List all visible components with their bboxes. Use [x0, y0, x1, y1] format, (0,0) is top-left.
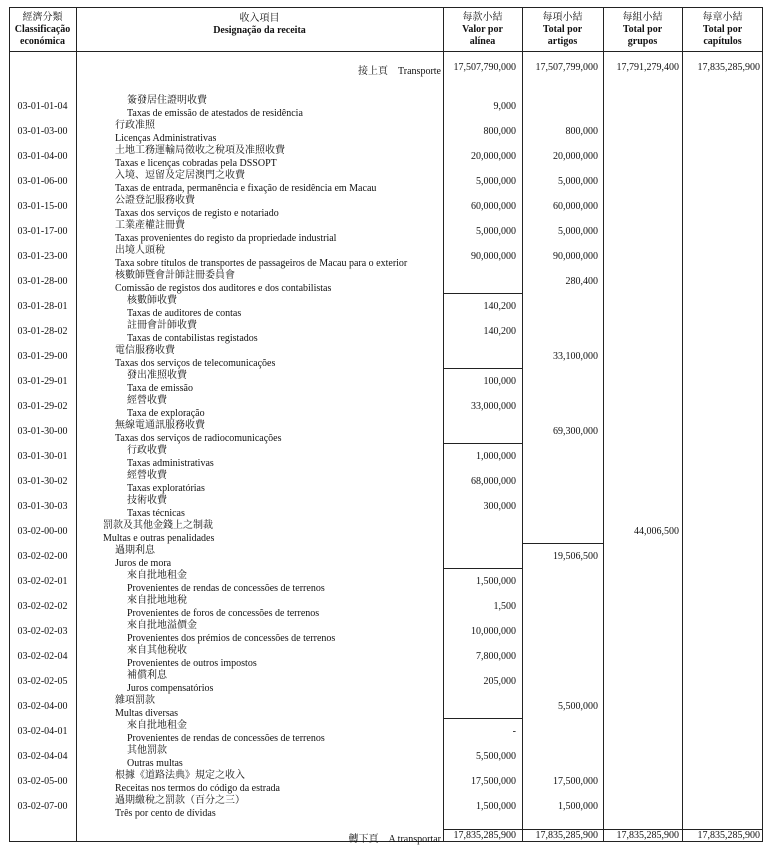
value-col2: 90,000,000 [553, 251, 598, 262]
carry-label-zh: 轉下頁 [348, 834, 379, 845]
designation [76, 495, 494, 520]
value-col1: 140,200 [483, 301, 516, 312]
designation-zh: 經營收費 [127, 470, 167, 481]
header-col3 [603, 9, 682, 51]
header-col2-pt: Total por [542, 24, 583, 35]
designation-pt: Multas e outras penalidades [103, 532, 215, 544]
designation [76, 370, 494, 395]
designation-pt: Taxas de auditores de contas [127, 307, 242, 319]
table-row [9, 595, 763, 620]
header-col3-pt: Total por [622, 24, 663, 35]
table-row [9, 620, 763, 645]
designation-zh: 工業產權註冊費 [115, 220, 185, 231]
header-designation-zh: 收入項目 [239, 13, 280, 24]
table-row [9, 270, 763, 295]
table-row [9, 470, 763, 495]
classification-code: 03-01-23-00 [17, 251, 68, 262]
table-row [9, 745, 763, 770]
designation [76, 520, 470, 545]
carry-label-pt: A transportar [388, 834, 441, 845]
classification-code: 03-01-28-01 [17, 301, 68, 312]
designation-zh: 核數師暨會計師註冊委員會 [115, 270, 235, 281]
classification-code: 03-01-06-00 [17, 176, 68, 187]
designation-zh: 土地工務運輸局徵收之稅項及准照收費 [115, 145, 285, 156]
designation-zh: 公證登記服務收費 [115, 195, 195, 206]
value-col2: 5,000,000 [558, 176, 598, 187]
designation-pt: Taxas exploratórias [127, 482, 205, 494]
designation-pt: Juros de mora [115, 557, 172, 569]
classification-code: 03-01-15-00 [17, 201, 68, 212]
designation-pt: Taxas administrativas [127, 457, 214, 469]
designation-zh: 過期繳稅之罰款（百分之三） [115, 795, 245, 806]
transport-row [9, 62, 763, 78]
transport-label-pt: Transporte [398, 66, 441, 77]
designation [76, 570, 494, 595]
header-col1-zh: 每款小結 [462, 12, 503, 23]
designation-zh: 來自批地租金 [127, 570, 187, 581]
classification-code: 03-02-00-00 [17, 526, 68, 537]
table-row [9, 570, 763, 595]
value-col1: 7,800,000 [476, 651, 516, 662]
classification-code: 03-02-02-05 [17, 676, 68, 687]
designation-pt: Taxas técnicas [127, 507, 185, 519]
designation-pt: Receitas nos termos do código da estrada [115, 782, 280, 794]
table-row [9, 645, 763, 670]
header-col1-pt: Valor por [462, 24, 503, 35]
header-col1 [443, 9, 522, 51]
table-row [9, 720, 763, 745]
header-col2-pt: artigos [547, 36, 578, 47]
classification-code: 03-01-29-02 [17, 401, 68, 412]
classification-code: 03-02-04-01 [17, 726, 68, 737]
carry-label [349, 830, 442, 845]
subtotal-divider [443, 293, 522, 294]
table-row [9, 195, 763, 220]
header-col2 [522, 9, 603, 51]
value-col3: 44,006,500 [634, 526, 679, 537]
classification-code: 03-02-05-00 [17, 776, 68, 787]
classification-code: 03-01-30-00 [17, 426, 68, 437]
designation-zh: 入境、逗留及定居澳門之收費 [115, 170, 245, 181]
header-designation-pt: Designação da receita [213, 25, 306, 36]
designation-pt: Taxas dos serviços de telecomunicações [115, 357, 276, 369]
designation-pt: Taxas de emissão de atestados de residência [127, 107, 303, 119]
value-col1: 1,500,000 [476, 801, 516, 812]
value-col1: 140,200 [483, 326, 516, 337]
designation-pt: Provenientes de outros impostos [127, 657, 257, 669]
value-col1: 33,000,000 [471, 401, 516, 412]
designation-zh: 註冊會計師收費 [127, 320, 197, 331]
transport-label-zh: 接上頁 [358, 66, 389, 77]
header-col4-pt: capítulos [703, 36, 742, 47]
subtotal-divider [443, 568, 522, 569]
designation-zh: 發出准照收費 [127, 370, 187, 381]
classification-code: 03-01-30-01 [17, 451, 68, 462]
designation [76, 620, 494, 645]
designation-zh: 簽發居住證明收費 [127, 95, 207, 106]
subtotal-divider [443, 368, 522, 369]
designation-zh: 來自其他稅收 [127, 645, 187, 656]
value-col2: 17,500,000 [553, 776, 598, 787]
designation-pt: Taxas de entrada, permanência e fixação de residência em Macau [115, 182, 377, 194]
classification-code: 03-01-04-00 [17, 151, 68, 162]
designation-zh: 行政准照 [115, 120, 155, 131]
designation-pt: Provenientes dos prémios de concessões de terrenos [127, 632, 336, 644]
table-row [9, 170, 763, 195]
subtotal-divider [443, 443, 522, 444]
designation [76, 670, 494, 695]
designation [76, 745, 494, 770]
designation-pt: Taxa de emissão [127, 382, 193, 394]
classification-code: 03-02-07-00 [17, 801, 68, 812]
value-col1: 205,000 [483, 676, 516, 687]
value-col1: - [512, 726, 516, 737]
table-row [9, 770, 763, 795]
designation-pt: Provenientes de rendas de concessões de terrenos [127, 732, 325, 744]
table-row [9, 345, 763, 370]
value-col1: 1,000,000 [476, 451, 516, 462]
transport-col3: 17,791,279,400 [616, 62, 679, 73]
table-row [9, 95, 763, 120]
carry-forward-row [9, 830, 763, 846]
table-row [9, 145, 763, 170]
table-row [9, 295, 763, 320]
designation [76, 320, 494, 345]
classification-code: 03-01-28-02 [17, 326, 68, 337]
value-col2: 280,400 [565, 276, 598, 287]
designation [76, 120, 482, 145]
classification-code: 03-01-17-00 [17, 226, 68, 237]
designation-pt: Taxas de contabilistas registados [127, 332, 258, 344]
designation [76, 795, 482, 820]
designation [76, 270, 482, 295]
transport-label [358, 62, 441, 77]
value-col1: 9,000 [493, 101, 516, 112]
designation [76, 220, 482, 245]
value-col1: 1,500 [493, 601, 516, 612]
table-row [9, 420, 763, 445]
value-col1: 68,000,000 [471, 476, 516, 487]
value-col2: 5,500,000 [558, 701, 598, 712]
designation-zh: 根據《道路法典》規定之收入 [115, 770, 245, 781]
classification-code: 03-02-02-03 [17, 626, 68, 637]
table-row [9, 245, 763, 270]
designation-zh: 過期利息 [115, 545, 155, 556]
table-row [9, 695, 763, 720]
classification-code: 03-01-01-04 [17, 101, 68, 112]
designation [76, 395, 494, 420]
value-col1: 90,000,000 [471, 251, 516, 262]
header-col1-pt: alínea [469, 36, 496, 47]
designation-zh: 來自批地租金 [127, 720, 187, 731]
designation-pt: Taxas dos serviços de radiocomunicações [115, 432, 282, 444]
designation-pt: Três por cento de dívidas [115, 807, 216, 819]
designation-pt: Juros compensatórios [127, 682, 214, 694]
value-col2: 60,000,000 [553, 201, 598, 212]
classification-code: 03-01-03-00 [17, 126, 68, 137]
value-col1: 1,500,000 [476, 576, 516, 587]
classification-code: 03-02-02-00 [17, 551, 68, 562]
designation-zh: 來自批地溢價金 [127, 620, 197, 631]
classification-code: 03-02-02-02 [17, 601, 68, 612]
designation [76, 545, 482, 570]
value-col1: 60,000,000 [471, 201, 516, 212]
value-col2: 1,500,000 [558, 801, 598, 812]
classification-code: 03-01-30-02 [17, 476, 68, 487]
designation [76, 470, 494, 495]
designation-pt: Taxa sobre títulos de transportes de passageiros de Macau para o exterior [115, 257, 408, 269]
transport-col2: 17,507,799,000 [535, 62, 598, 73]
designation-zh: 技術收費 [127, 495, 167, 506]
designation-zh: 罰款及其他金錢上之制裁 [103, 520, 213, 531]
designation-pt: Taxa de exploração [127, 407, 205, 419]
designation-pt: Provenientes de rendas de concessões de terrenos [127, 582, 325, 594]
value-col1: 17,500,000 [471, 776, 516, 787]
designation-pt: Taxas provenientes do registo da propriedade industrial [115, 232, 337, 244]
value-col2: 800,000 [565, 126, 598, 137]
header-col3-zh: 每組小結 [622, 12, 663, 23]
designation-pt: Taxas e licenças cobradas pela DSSOPT [115, 157, 277, 169]
transport-col4: 17,835,285,900 [697, 62, 760, 73]
header-col2-zh: 每項小結 [542, 12, 583, 23]
table-row [9, 445, 763, 470]
designation-zh: 無線電通訊服務收費 [115, 420, 205, 431]
designation [76, 720, 494, 745]
designation-zh: 電信服務收費 [115, 345, 175, 356]
designation [76, 345, 482, 370]
table-row [9, 395, 763, 420]
header-code-pt: Classificação [14, 24, 71, 35]
header-code-zh: 經濟分類 [22, 12, 63, 23]
designation [76, 245, 482, 270]
classification-code: 03-02-02-01 [17, 576, 68, 587]
table-row [9, 220, 763, 245]
header-code [9, 9, 76, 51]
value-col2: 20,000,000 [553, 151, 598, 162]
transport-col1: 17,507,790,000 [453, 62, 516, 73]
designation [76, 645, 494, 670]
classification-code: 03-01-30-03 [17, 501, 68, 512]
designation-pt: Comissão de registos dos auditores e dos contabilistas [115, 282, 332, 294]
value-col2: 5,000,000 [558, 226, 598, 237]
value-col2: 19,506,500 [553, 551, 598, 562]
designation [76, 445, 494, 470]
classification-code: 03-02-04-00 [17, 701, 68, 712]
designation-pt: Provenientes de foros de concessões de terrenos [127, 607, 320, 619]
header-col4-zh: 每章小結 [702, 12, 743, 23]
designation-zh: 行政收費 [127, 445, 167, 456]
value-col1: 20,000,000 [471, 151, 516, 162]
designation [76, 420, 482, 445]
designation [76, 170, 482, 195]
designation-zh: 經營收費 [127, 395, 167, 406]
designation [76, 95, 494, 120]
designation [76, 195, 482, 220]
value-col1: 5,500,000 [476, 751, 516, 762]
table-row [9, 795, 763, 820]
designation-zh: 來自批地地稅 [127, 595, 187, 606]
value-col2: 69,300,000 [553, 426, 598, 437]
designation [76, 295, 494, 320]
designation-pt: Taxas dos serviços de registo e notariado [115, 207, 279, 219]
designation-pt: Multas diversas [115, 707, 179, 719]
designation [76, 770, 482, 795]
designation-pt: Outras multas [127, 757, 183, 769]
designation-zh: 核數師收費 [127, 295, 177, 306]
classification-code: 03-01-29-00 [17, 351, 68, 362]
value-col1: 800,000 [483, 126, 516, 137]
header-code-pt: económica [20, 36, 65, 47]
header-col4 [682, 9, 763, 51]
value-col1: 5,000,000 [476, 226, 516, 237]
classification-code: 03-02-02-04 [17, 651, 68, 662]
designation [76, 695, 482, 720]
table-row [9, 120, 763, 145]
classification-code: 03-01-28-00 [17, 276, 68, 287]
designation-zh: 其他罰款 [127, 745, 167, 756]
table-row [9, 545, 763, 570]
value-col1: 10,000,000 [471, 626, 516, 637]
designation [76, 145, 482, 170]
table-row [9, 495, 763, 520]
carry-col1: 17,835,285,900 [453, 830, 516, 841]
table-row [9, 370, 763, 395]
designation [76, 595, 494, 620]
designation-pt: Licenças Administrativas [115, 132, 217, 144]
header-col4-pt: Total por [702, 24, 743, 35]
subtotal-divider [522, 543, 603, 544]
designation-zh: 補償利息 [127, 670, 167, 681]
classification-code: 03-02-04-04 [17, 751, 68, 762]
table-row [9, 670, 763, 695]
table-row [9, 320, 763, 345]
table-row [9, 520, 763, 545]
value-col1: 300,000 [483, 501, 516, 512]
carry-col4: 17,835,285,900 [697, 830, 760, 841]
subtotal-divider [443, 718, 522, 719]
value-col2: 33,100,000 [553, 351, 598, 362]
carry-col3: 17,835,285,900 [616, 830, 679, 841]
classification-code: 03-01-29-01 [17, 376, 68, 387]
header-col3-pt: grupos [627, 36, 658, 47]
carry-col2: 17,835,285,900 [535, 830, 598, 841]
header-designation [76, 9, 443, 55]
value-col1: 5,000,000 [476, 176, 516, 187]
value-col1: 100,000 [483, 376, 516, 387]
designation-zh: 出境人頭稅 [115, 245, 165, 256]
designation-zh: 雜項罰款 [115, 695, 155, 706]
